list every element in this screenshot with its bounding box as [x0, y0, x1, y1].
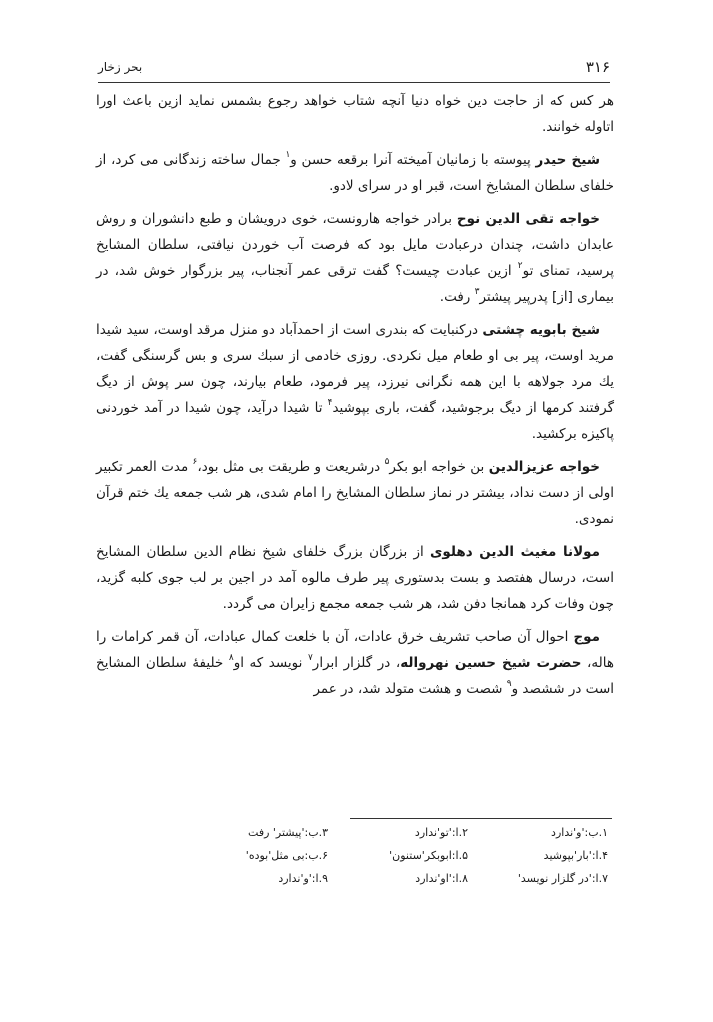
person-name: خواجه تقی الدین نوح: [456, 211, 600, 227]
paragraph-5: [96, 454, 614, 532]
body-text: [96, 88, 614, 709]
person-name: مولانا مغیث الدین دهلوی: [430, 544, 600, 560]
footnote-8: ۸.ا:'او'ندارد: [415, 872, 468, 885]
footnote-marker: ۲: [517, 261, 523, 271]
paragraph-text: احوال آن صاحب تشریف خرق عادات، آن با خلعت کمال عبادات، آن قمر کرامات را هاله،: [96, 629, 614, 671]
person-name: حضرت شیخ حسین نهرواله: [400, 655, 582, 671]
paragraph-4: [96, 317, 614, 447]
person-name: موج: [573, 629, 600, 645]
footnote-marker: ۹: [506, 679, 512, 689]
paragraph-2: [96, 147, 614, 199]
footnote-marker: ۸: [228, 653, 234, 663]
paragraph-text: خلیفهٔ سلطان المشایخ است در ششصد و: [96, 655, 614, 697]
paragraph-text: تا شیدا درآید، چون شیدا در آمد خوردنی پاکیزه برکشید.: [96, 400, 614, 442]
footnote-marker: ۶: [192, 457, 198, 467]
person-name: شیخ حیدر: [535, 152, 601, 168]
footnote-marker: ۴: [327, 398, 333, 408]
paragraph-text: مدت العمر تکبیر اولی از دست نداد، بیشتر در نماز سلطان المشایخ را امام شدی، هر شب جمعه یك ختم قرآن نمودی.: [96, 459, 614, 527]
footnote-9: ۹.ا:'و'ندارد: [278, 872, 328, 885]
footnote-marker: ۵: [384, 457, 390, 467]
paragraph-text: ، در گلزار ابرار: [312, 655, 401, 671]
page-number: ۳۱۶: [585, 58, 610, 76]
footnote-7: ۷.ا:'در گلزار نویسد': [517, 872, 608, 885]
paragraph-text: شصت و هشت متولد شد، در عمر: [313, 681, 507, 697]
paragraph-7: [96, 624, 614, 702]
footnotes: [188, 826, 608, 886]
footnote-3: ۳.ب:'پیشتر' رفت: [248, 826, 328, 839]
paragraph-text: نویسد که او: [233, 655, 308, 671]
running-title: بحر زخار: [98, 60, 143, 74]
footnote-5: ۵.ا:ابوبکر'ستنون': [389, 849, 468, 862]
paragraph-text: از بزرگان بزرگ خلفای شیخ نظام الدین سلطان المشایخ است، درسال هفتصد و بست بدستوری پیر طرف مالوه آمد در اجین بر لب جوی کلبه گزید، چون وفات کرد همانجا دفن شد، هر شب جمعه مجمع زایران می گردد.: [96, 544, 614, 612]
paragraph-text: هر کس که از حاجت دین خواه دنیا آنچه شتاب خواهد رجوع بشمس نماید ازین باعث اورا اتاوله خوانند.: [96, 93, 614, 135]
paragraph-text: درشریعت و طریقت بی مثل بود،: [197, 459, 385, 475]
paragraph-text: رفت.: [439, 289, 475, 305]
footnote-marker: ۷: [307, 653, 313, 663]
paragraph-text: درکنبایت که بندری است از احمدآباد دو منزل مرقد اوست، سید شیدا مرید اوست، پیر بی او طعام میل نکردی. روزی خادمی از سبك سری و بس گرسنگی گفت، یك مرد جولاهه با این همه نگرانی نیرزد، پیر فرمود، طعام بیارند، چون سر پوش از دیگ گرفتند کرمها از دیگ برجوشید، گفت، باری بپوشید: [96, 322, 615, 416]
header-rule: [98, 82, 610, 83]
footnote-marker: ۱: [285, 150, 291, 160]
paragraph-6: [96, 539, 614, 617]
footnote-1: ۱.ب:'و'ندارد: [551, 826, 608, 839]
paragraph-text: برادر خواجه هارونست، خوی درویشان و طبع دانشوران و روش عابدان داشت، چندان درعبادت مایل بود که فرصت آب خوردن نیافتی، سلطان المشایخ پرسید، تمنای تو: [96, 211, 614, 279]
paragraph-text: ازین عبادت چیست؟ گفت ترقی عمر آنجناب، پیر بزرگوار خوش شد، در بیماری [از] پدرپیر پیشتر: [96, 263, 614, 305]
footnote-rule: [350, 818, 612, 819]
footnote-2: ۲.ا:'تو'ندارد: [414, 826, 468, 839]
footnote-marker: ۳: [474, 287, 480, 297]
paragraph-1: [96, 88, 614, 140]
person-name: خواجه عزیزالدین: [488, 459, 600, 475]
paragraph-3: [96, 206, 614, 310]
footnote-6: ۶.ب:بی مثل'بوده': [245, 849, 328, 862]
paragraph-text: بن خواجه ابو بکر: [389, 459, 489, 475]
page-header: [98, 58, 610, 80]
paragraph-text: جمال ساخته زندگانی می کرد، از خلفای سلطان المشایخ است، قبر او در سرای لادو.: [96, 152, 614, 194]
paragraph-text: پیوسته با زمانیان آمیخته آنرا برقعه حسن و: [290, 152, 536, 168]
footnote-4: ۴.ا:'بار'بپوشید: [543, 849, 608, 862]
person-name: شیخ بابویه چشتی: [482, 322, 601, 338]
